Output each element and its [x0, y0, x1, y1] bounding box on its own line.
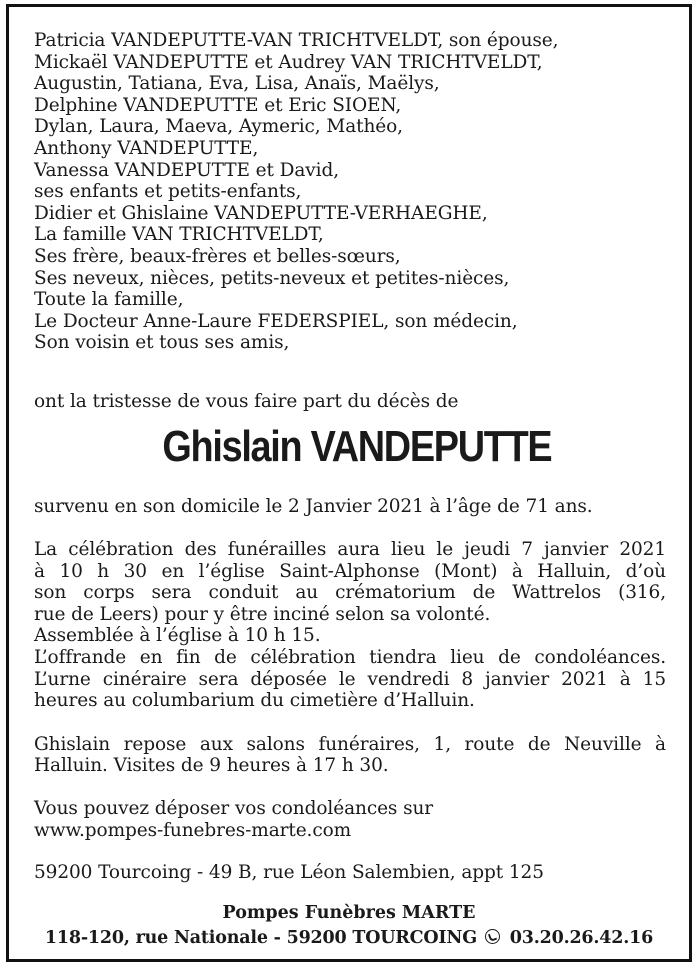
ceremony-line: La célébration des funérailles aura lieu le jeudi 7 janvier 2021	[34, 539, 666, 561]
death-notice: survenu en son domicile le 2 Janvier 2021 à l’âge de 71 ans.	[34, 495, 593, 517]
obituary-notice	[34, 30, 666, 884]
family-line: Delphine VANDEPUTTE et Eric SIOEN,	[34, 94, 402, 116]
family-line: Patricia VANDEPUTTE-VAN TRICHTVELDT, son épouse,	[34, 30, 559, 51]
family-line: Toute la famille,	[34, 289, 184, 311]
family-line: Augustin, Tatiana, Eva, Lisa, Anaïs, Maëlys,	[34, 73, 440, 95]
family-line: Vanessa VANDEPUTTE et David,	[34, 159, 339, 181]
ceremony-line: rue de Leers) pour y être inciné selon sa volonté.	[34, 603, 491, 625]
ceremony-line: Assemblée à l’église à 10 h 15.	[34, 625, 321, 647]
telephone-icon	[485, 929, 500, 944]
condolences-line: Vous pouvez déposer vos condoléances sur	[34, 798, 434, 820]
condolences-website: www.pompes-funebres-marte.com	[34, 819, 352, 841]
family-line: La famille VAN TRICHTVELDT,	[34, 224, 324, 246]
ceremony-line: son corps sera conduit au crématorium de Wattrelos (316,	[34, 582, 666, 604]
family-line: Le Docteur Anne-Laure FEDERSPIEL, son médecin,	[34, 310, 518, 332]
ceremony-paragraph	[34, 539, 666, 712]
repose-line: Ghislain repose aux salons funéraires, 1, route de Neuville à	[34, 733, 666, 755]
family-line: Dylan, Laura, Maeva, Aymeric, Mathéo,	[34, 116, 403, 138]
funeral-home-contact	[6, 926, 692, 950]
funeral-home-street: 118-120, rue Nationale - 59200 TOURCOING	[44, 928, 477, 948]
repose-paragraph	[34, 734, 666, 777]
ceremony-line: L’urne cinéraire sera déposée le vendredi 8 janvier 2021 à 15	[34, 668, 666, 690]
deceased-name: Ghislain VANDEPUTTE	[162, 421, 552, 471]
family-line: Ses frère, beaux-frères et belles-sœurs,	[34, 245, 401, 267]
family-list	[34, 30, 666, 354]
ceremony-line: à 10 h 30 en l’église Saint-Alphonse (Mont) à Halluin, d’où	[34, 560, 666, 582]
family-line: ses enfants et petits-enfants,	[34, 181, 302, 203]
family-line: Son voisin et tous ses amis,	[34, 332, 290, 354]
funeral-home-name: Pompes Funèbres MARTE	[222, 903, 476, 923]
ceremony-line: L’offrande en fin de célébration tiendra lieu de condoléances.	[34, 647, 666, 669]
repose-line: Halluin. Visites de 9 heures à 17 h 30.	[34, 755, 389, 777]
condolences-paragraph	[34, 798, 666, 841]
family-line: Anthony VANDEPUTTE,	[34, 137, 259, 159]
announcement-intro: ont la tristesse de vous faire part du décès de	[34, 390, 459, 412]
family-line: Ses neveux, nièces, petits-neveux et petites-nièces,	[34, 267, 510, 289]
family-line: Mickaël VANDEPUTTE et Audrey VAN TRICHTVELDT,	[34, 51, 543, 73]
funeral-home-phone: 03.20.26.42.16	[509, 928, 654, 948]
family-address: 59200 Tourcoing - 49 B, rue Léon Salembien, appt 125	[34, 862, 544, 884]
family-line: Didier et Ghislaine VANDEPUTTE-VERHAEGHE,	[34, 202, 488, 224]
ceremony-line: heures au columbarium du cimetière d’Halluin.	[34, 690, 475, 712]
